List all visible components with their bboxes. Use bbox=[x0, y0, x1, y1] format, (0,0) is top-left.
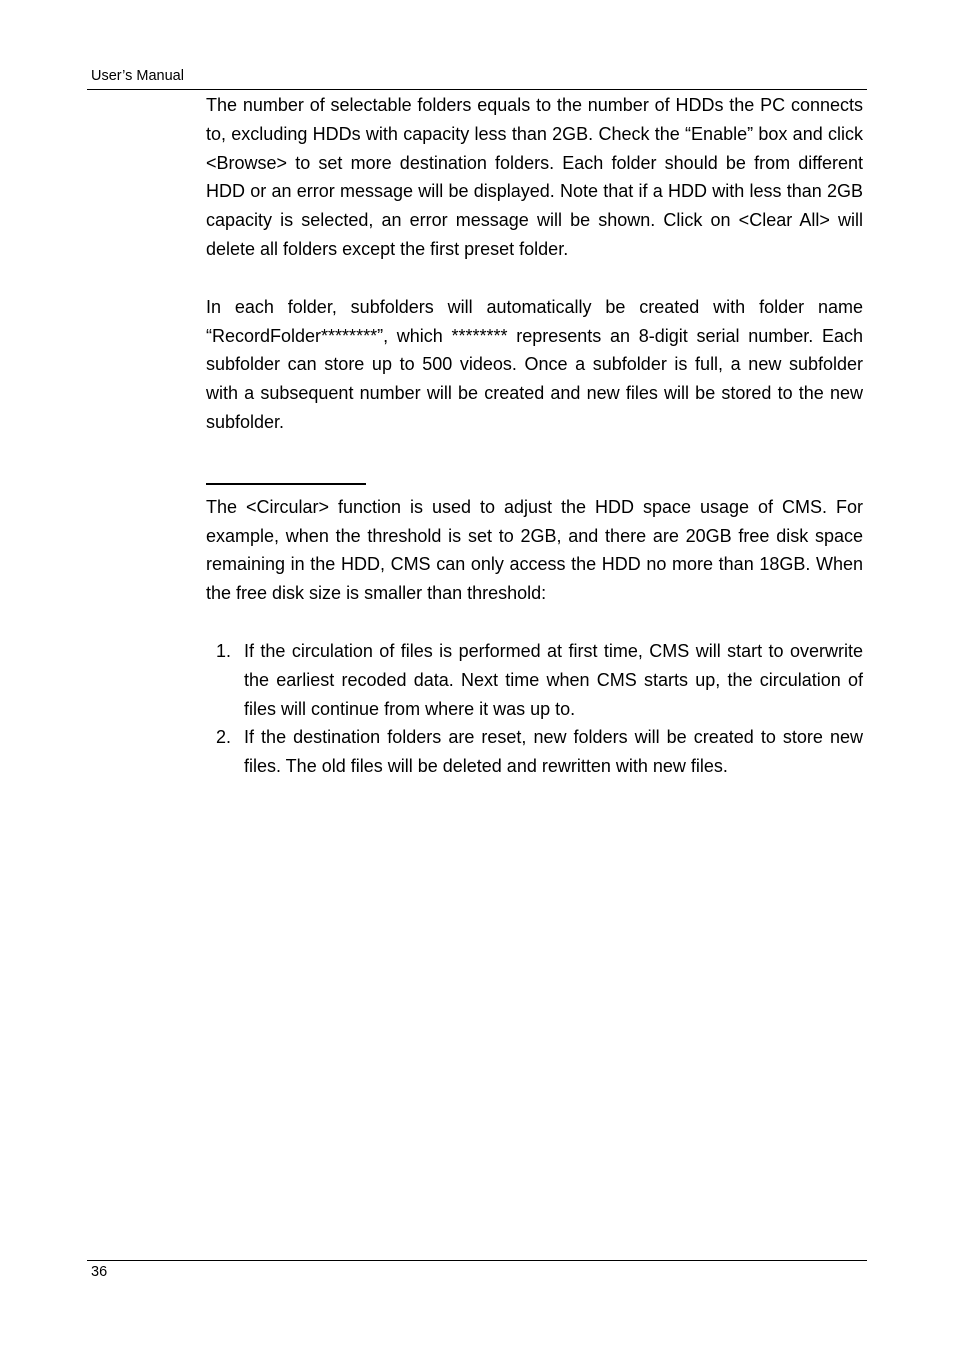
page-body bbox=[206, 91, 863, 781]
section-divider bbox=[206, 483, 366, 485]
list-item bbox=[206, 723, 863, 781]
paragraph-spacer bbox=[206, 608, 863, 637]
list-item-number: 1. bbox=[216, 640, 232, 661]
numbered-list bbox=[206, 637, 863, 781]
header-divider bbox=[87, 89, 867, 90]
running-header: User’s Manual bbox=[91, 68, 184, 84]
list-item-text: If the circulation of files is performed at first time, CMS will start to overwrite the earliest recoded data. Next time when CMS starts up, the circulation of files will continue from where it was up to. bbox=[244, 640, 863, 719]
footer-divider bbox=[87, 1260, 867, 1261]
section-spacer bbox=[206, 437, 863, 483]
list-item-number: 2. bbox=[216, 727, 232, 748]
paragraph-circular: The <Circular> function is used to adjust the HDD space usage of CMS. For example, when the threshold is set to 2GB, and there are 20GB free disk space remaining in the HDD, CMS can only access the HDD no more than 18GB. When the free disk size is smaller than threshold: bbox=[206, 496, 863, 604]
page-number: 36 bbox=[91, 1264, 108, 1280]
paragraph-destination-folders: The number of selectable folders equals to the number of HDDs the PC connects to, excluding HDDs with capacity less than 2GB. Check the “Enable” box and click <Browse> to set more destination folders. Each folder should be from different HDD or an error message will be displayed. Note that if a HDD with less than 2GB capacity is selected, an error message will be shown. Click on <Clear All> will delete all folders except the first preset folder. bbox=[206, 95, 863, 259]
paragraph-subfolders: In each folder, subfolders will automatically be created with folder name “RecordFolder********”, which ******** represents an 8-digit serial number. Each subfolder can store up to 500 videos. Once a subfolder is full, a new subfolder with a subsequent number will be created and new files will be stored to the new subfolder. bbox=[206, 296, 863, 432]
list-item bbox=[206, 637, 863, 723]
paragraph-spacer bbox=[206, 264, 863, 293]
list-item-text: If the destination folders are reset, new folders will be created to store new files. The old files will be deleted and rewritten with new files. bbox=[244, 727, 863, 777]
